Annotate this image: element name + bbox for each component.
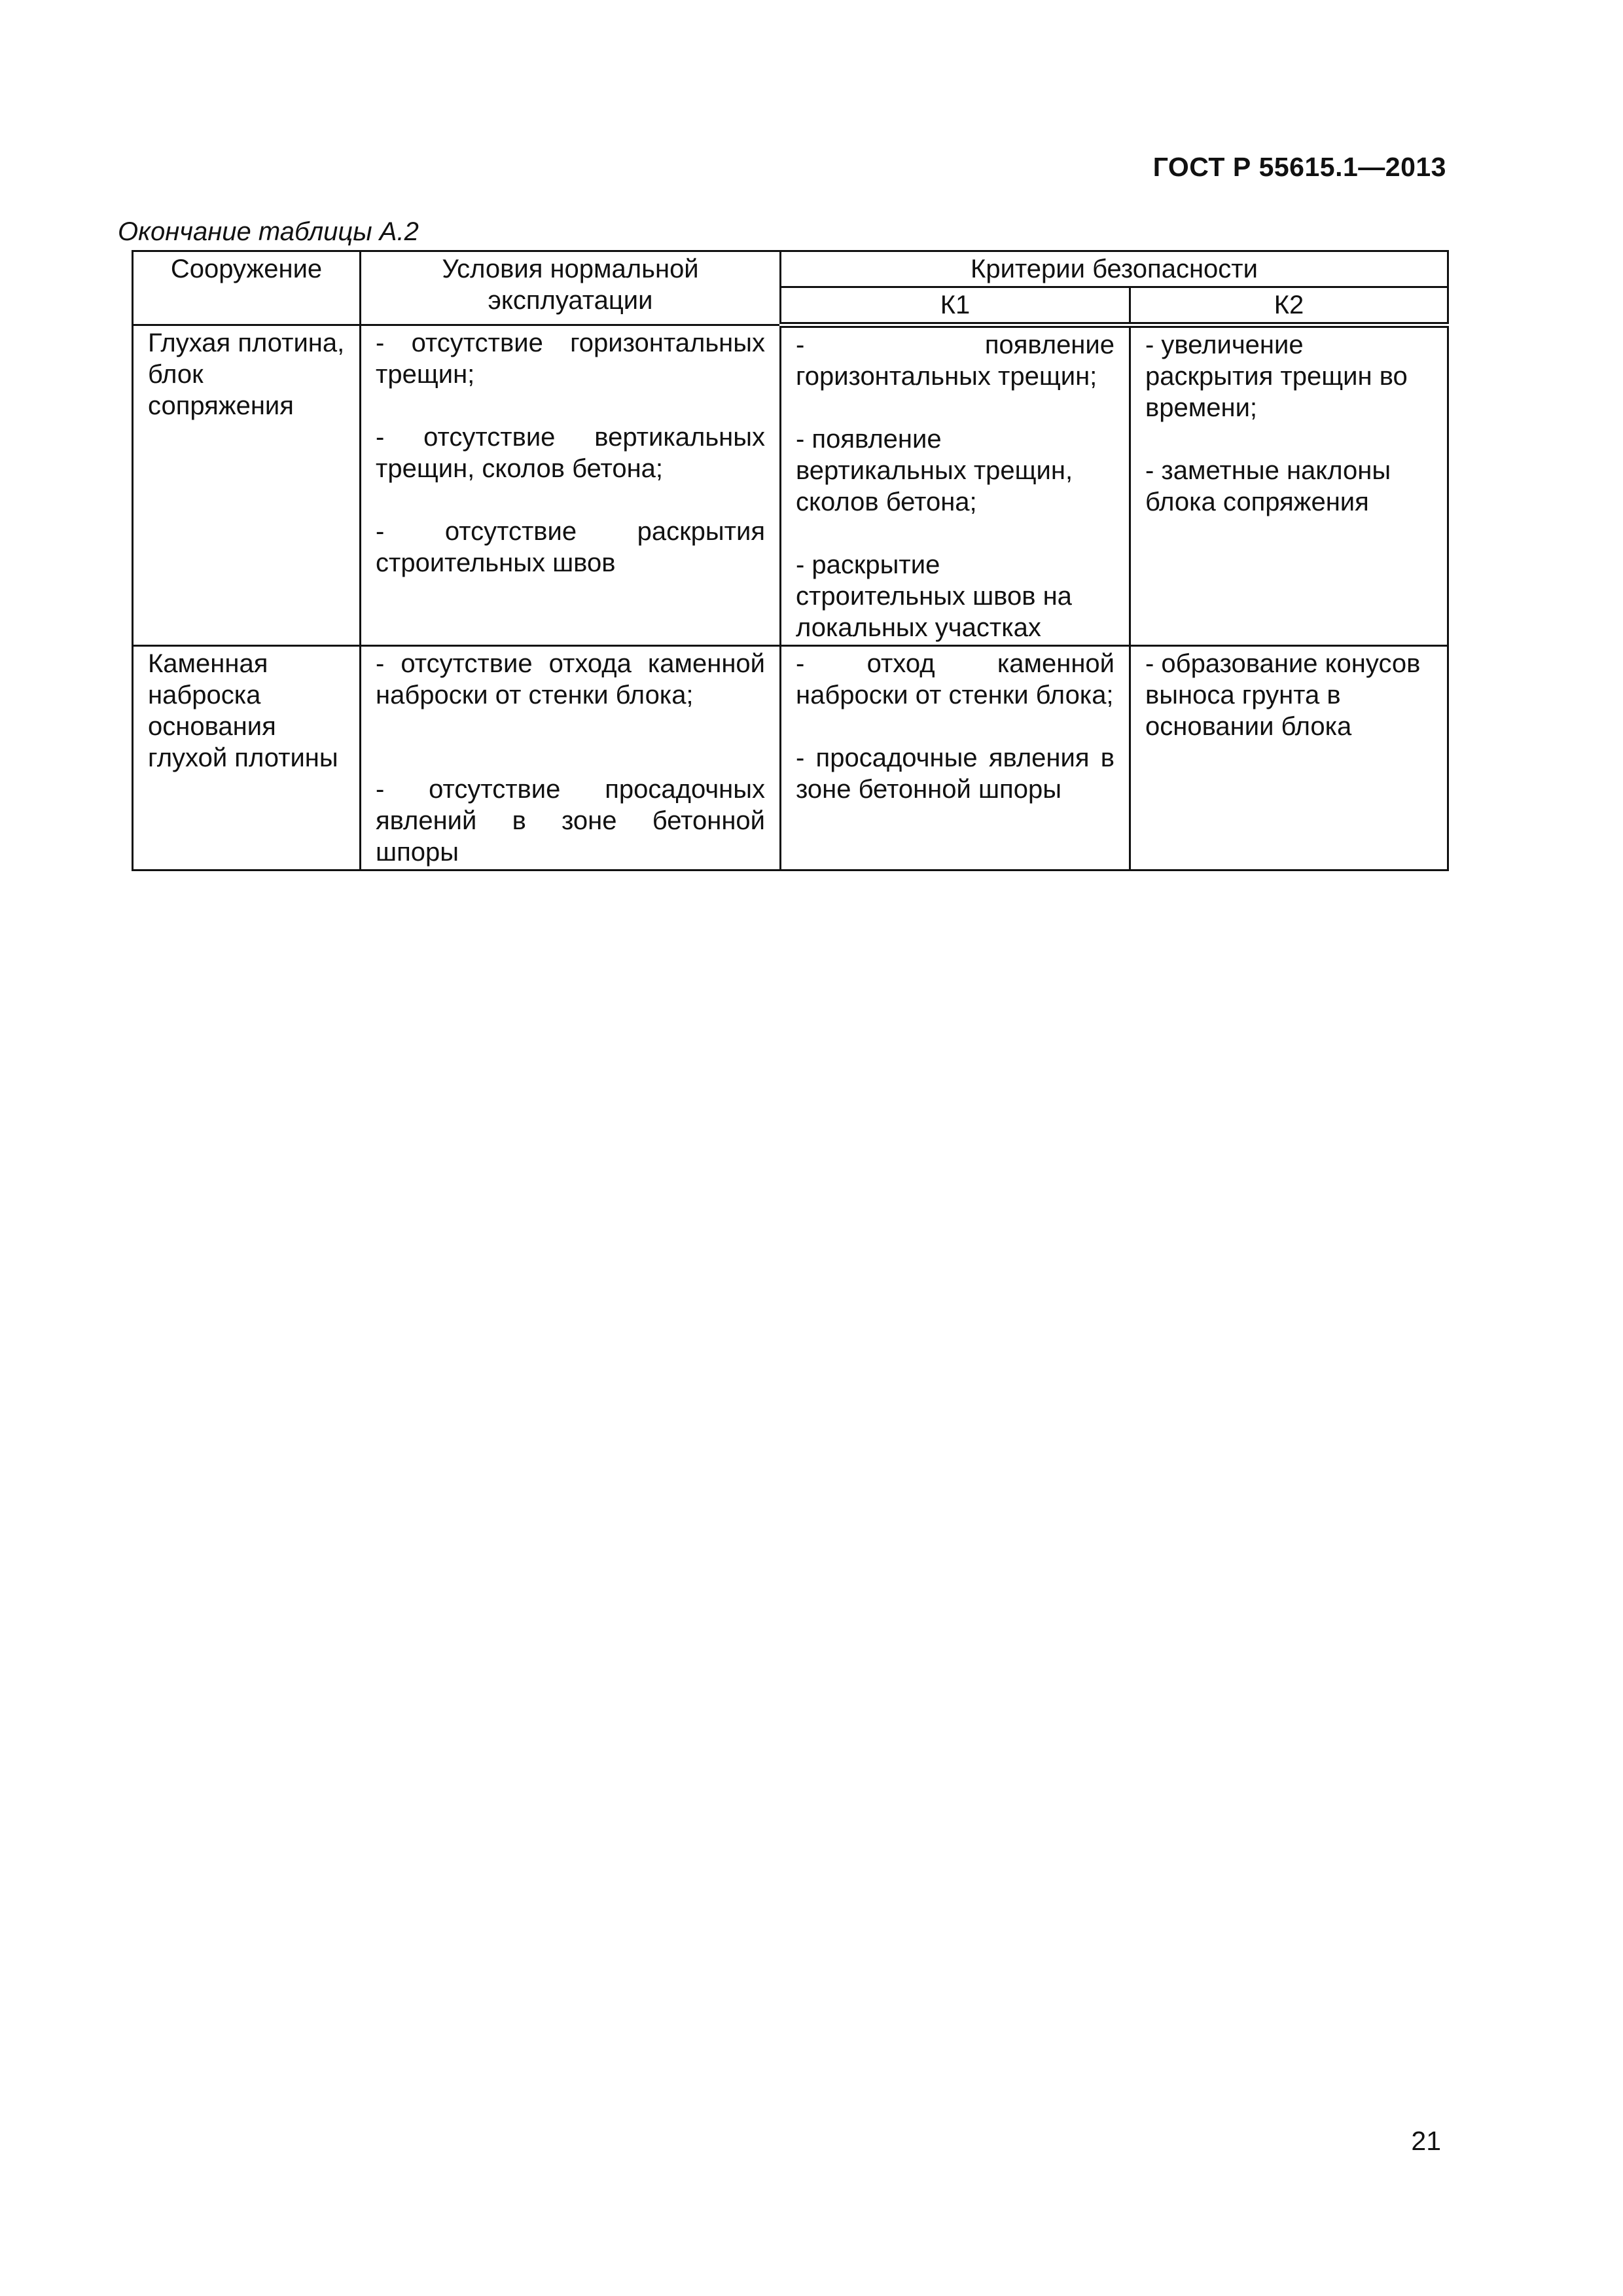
k2-item: - заметные наклоны блока сопряжения	[1145, 456, 1391, 516]
cell-k2	[1130, 325, 1448, 646]
spacer	[376, 711, 765, 774]
condition-item: - отсутствие раскрытия строительных швов	[376, 517, 765, 577]
spacer	[1145, 423, 1433, 455]
condition-item: - отсутствие отхода каменной наброски от стенки блока;	[376, 649, 765, 709]
cell-k1	[781, 646, 1130, 870]
spacer	[796, 392, 1115, 423]
column-header-k2: К2	[1130, 287, 1448, 325]
cell-structure	[133, 646, 361, 870]
cell-conditions	[361, 646, 781, 870]
spacer	[796, 711, 1115, 742]
column-header-k1: К1	[781, 287, 1130, 325]
table-row	[133, 646, 1448, 870]
k2-item: - образование конусов выноса грунта в основании блока	[1145, 649, 1421, 741]
column-header-criteria: Критерии безопасности	[781, 251, 1448, 287]
table-row	[133, 325, 1448, 646]
k1-item: - появление вертикальных трещин, сколов бетона;	[796, 425, 1073, 516]
k1-item: - появление горизонтальных трещин;	[796, 331, 1115, 391]
k1-item: - просадочные явления в зоне бетонной шпоры	[796, 744, 1115, 804]
safety-criteria-table	[132, 250, 1449, 871]
cell-structure	[133, 325, 361, 646]
k2-item: - увеличение раскрытия трещин во времени;	[1145, 331, 1408, 422]
table-caption: Окончание таблицы А.2	[118, 217, 419, 246]
cell-k2	[1130, 646, 1448, 870]
k1-item: - раскрытие строительных швов на локальных участках	[796, 550, 1072, 642]
column-header-conditions: Условия нормальной эксплуатации	[361, 251, 781, 325]
cell-conditions	[361, 325, 781, 646]
spacer	[376, 390, 765, 422]
table-header	[133, 251, 1448, 325]
condition-item: - отсутствие просадочных явлений в зоне бетонной шпоры	[376, 775, 765, 867]
spacer	[796, 518, 1115, 549]
k1-item: - отход каменной наброски от стенки блока;	[796, 649, 1115, 709]
condition-item: - отсутствие горизонтальных трещин;	[376, 329, 765, 389]
spacer	[376, 484, 765, 516]
cell-k1	[781, 325, 1130, 646]
condition-item: - отсутствие вертикальных трещин, сколов бетона;	[376, 423, 765, 483]
structure-name: Глухая плотина, блок сопряжения	[148, 329, 345, 420]
structure-name: Каменная наброска основания глухой плотины	[148, 649, 338, 772]
page-number: 21	[1411, 2126, 1441, 2156]
column-header-structure: Сооружение	[133, 251, 361, 325]
document-standard-number: ГОСТ Р 55615.1—2013	[1152, 152, 1446, 182]
